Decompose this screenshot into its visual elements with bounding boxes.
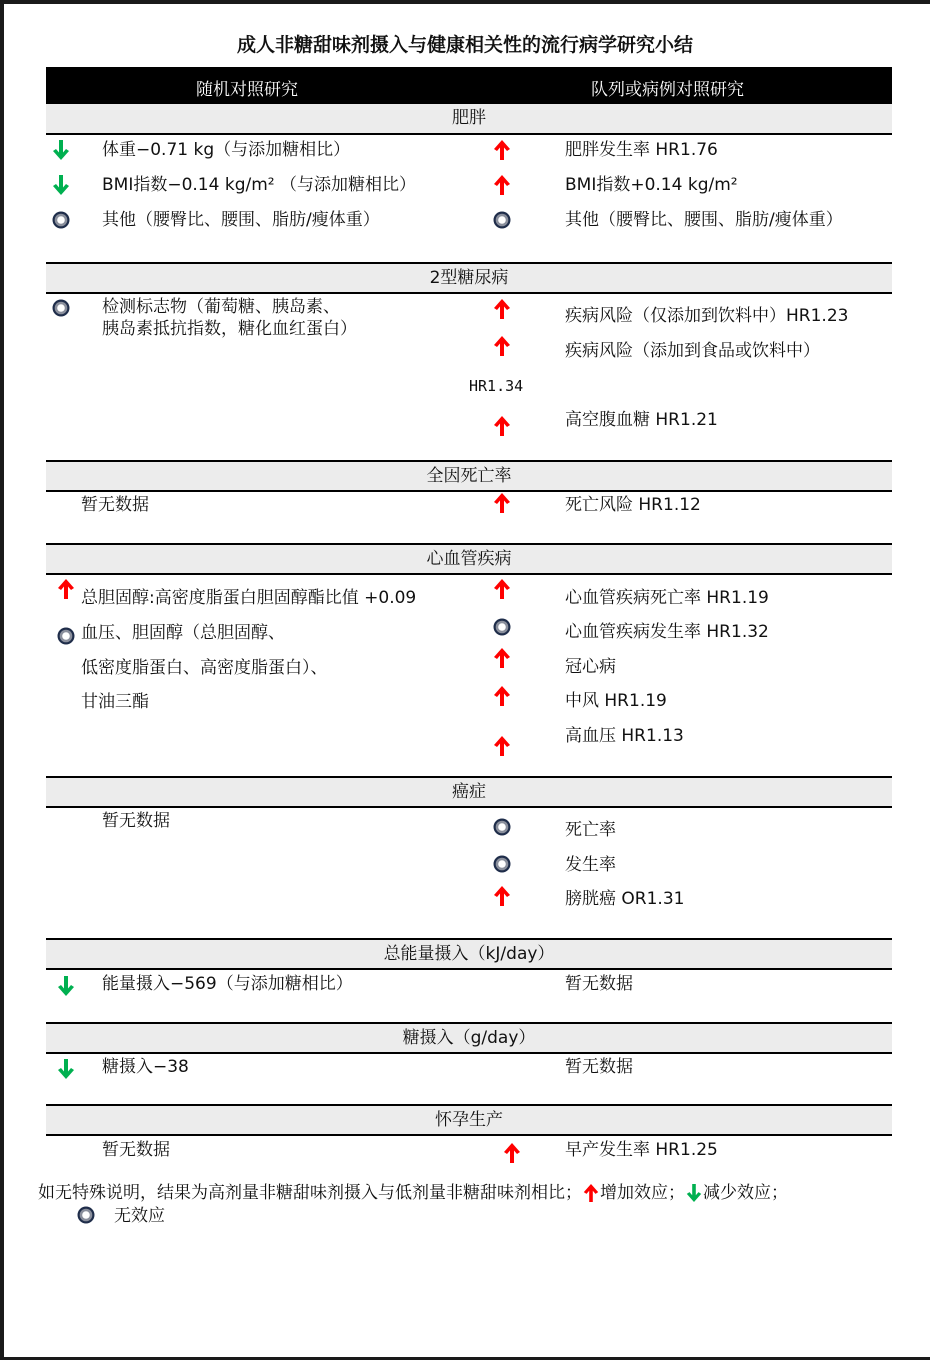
cardio-rct-item: 甘油三酯 (81, 692, 149, 712)
legend-increase: 增加效应； (600, 1183, 685, 1203)
up-arrow-icon (582, 1182, 600, 1204)
diabetes-rct-item: 检测标志物（葡萄糖、胰岛素、 (102, 297, 340, 317)
mortality-cohort-item: 死亡风险 HR1.12 (565, 495, 701, 515)
section-header-cancer: 癌症 (46, 776, 892, 808)
diabetes-cohort-item: 高空腹血糖 HR1.21 (565, 410, 718, 430)
pregnancy-rct-item: 暂无数据 (102, 1140, 170, 1160)
section-header-obesity: 肥胖 (46, 104, 892, 135)
cardio-cohort-item: 冠心病 (565, 657, 616, 677)
up-arrow-icon (492, 139, 512, 161)
up-arrow-icon (492, 174, 512, 196)
obesity-cohort-item: BMI指数+0.14 kg/m² (565, 175, 738, 195)
obesity-cohort-item: 其他（腰臀比、腰围、脂肪/瘦体重） (565, 210, 843, 230)
up-arrow-icon (492, 735, 512, 757)
cardio-rct-item: 低密度脂蛋白、高密度脂蛋白）、 (81, 658, 328, 678)
neutral-circle-icon (56, 625, 76, 647)
section-header-energy: 总能量摄入（kJ/day） (46, 938, 892, 970)
up-arrow-icon (492, 492, 512, 514)
neutral-circle-icon (492, 616, 512, 638)
up-arrow-icon (492, 298, 512, 320)
section-header-diabetes: 2型糖尿病 (46, 262, 892, 294)
diabetes-rct-item-line2: 胰岛素抵抗指数，糖化血红蛋白） (102, 319, 357, 339)
cardio-rct-item: 总胆固醇:高密度脂蛋白胆固醇酯比值 +0.09 (81, 588, 417, 608)
neutral-circle-icon (492, 816, 512, 838)
cancer-rct-item: 暂无数据 (102, 811, 170, 831)
legend-neutral: 无效应 (114, 1206, 165, 1226)
up-arrow-icon (502, 1142, 522, 1164)
obesity-rct-item: BMI指数−0.14 kg/m² （与添加糖相比） (102, 175, 416, 195)
up-arrow-icon (492, 415, 512, 437)
up-arrow-icon (492, 335, 512, 357)
cardio-cohort-item: 中风 HR1.19 (565, 691, 667, 711)
neutral-circle-icon (51, 297, 71, 319)
cardio-cohort-item: 心血管疾病发生率 HR1.32 (565, 622, 769, 642)
neutral-circle-icon (492, 853, 512, 875)
column-header-rct: 随机对照研究 (196, 80, 298, 100)
up-arrow-icon (492, 647, 512, 669)
sugar-cohort-item: 暂无数据 (565, 1057, 633, 1077)
energy-cohort-item: 暂无数据 (565, 974, 633, 994)
footnote-text: 如无特殊说明，结果为高剂量非糖甜味剂摄入与低剂量非糖甜味剂相比； (38, 1183, 582, 1203)
section-header-mortality: 全因死亡率 (46, 460, 892, 492)
cardio-cohort-item: 心血管疾病死亡率 HR1.19 (565, 588, 769, 608)
cancer-cohort-item: 膀胱癌 OR1.31 (565, 889, 685, 909)
legend-decrease: 减少效应； (703, 1183, 788, 1203)
diabetes-cohort-item: 疾病风险（仅添加到饮料中）HR1.23 (565, 306, 849, 326)
cardio-rct-item: 血压、胆固醇（总胆固醇、 (81, 623, 285, 643)
pregnancy-cohort-item: 早产发生率 HR1.25 (565, 1140, 718, 1160)
diabetes-cohort-item: 疾病风险（添加到食品或饮料中） (565, 341, 820, 361)
energy-rct-item: 能量摄入−569（与添加糖相比） (102, 974, 353, 994)
diabetes-cohort-hr: HR1.34 (469, 377, 524, 395)
cancer-cohort-item: 发生率 (565, 855, 616, 875)
mortality-rct-item: 暂无数据 (81, 495, 149, 515)
neutral-circle-icon (51, 209, 71, 231)
up-arrow-icon (492, 578, 512, 600)
column-header-bar (46, 67, 892, 104)
sugar-rct-item: 糖摄入−38 (102, 1057, 189, 1077)
down-arrow-icon (51, 174, 71, 196)
down-arrow-icon (51, 139, 71, 161)
neutral-circle-icon (492, 209, 512, 231)
neutral-circle-icon (76, 1204, 96, 1226)
up-arrow-icon (492, 885, 512, 907)
up-arrow-icon (56, 578, 76, 600)
down-arrow-icon (685, 1182, 703, 1204)
section-header-pregnancy: 怀孕生产 (46, 1104, 892, 1136)
obesity-rct-item: 其他（腰臀比、腰围、脂肪/瘦体重） (102, 210, 380, 230)
frame-top-border (0, 0, 930, 4)
up-arrow-icon (492, 685, 512, 707)
frame-left-border (0, 0, 4, 1360)
section-header-sugar: 糖摄入（g/day） (46, 1022, 892, 1054)
obesity-rct-item: 体重−0.71 kg（与添加糖相比） (102, 140, 351, 160)
section-header-cardio: 心血管疾病 (46, 543, 892, 575)
obesity-cohort-item: 肥胖发生率 HR1.76 (565, 140, 718, 160)
column-header-cohort: 队列或病例对照研究 (591, 80, 744, 100)
down-arrow-icon (56, 1058, 76, 1080)
cancer-cohort-item: 死亡率 (565, 820, 616, 840)
cardio-cohort-item: 高血压 HR1.13 (565, 726, 684, 746)
down-arrow-icon (56, 975, 76, 997)
page-title: 成人非糖甜味剂摄入与健康相关性的流行病学研究小结 (236, 34, 693, 56)
footnote (38, 1182, 788, 1204)
